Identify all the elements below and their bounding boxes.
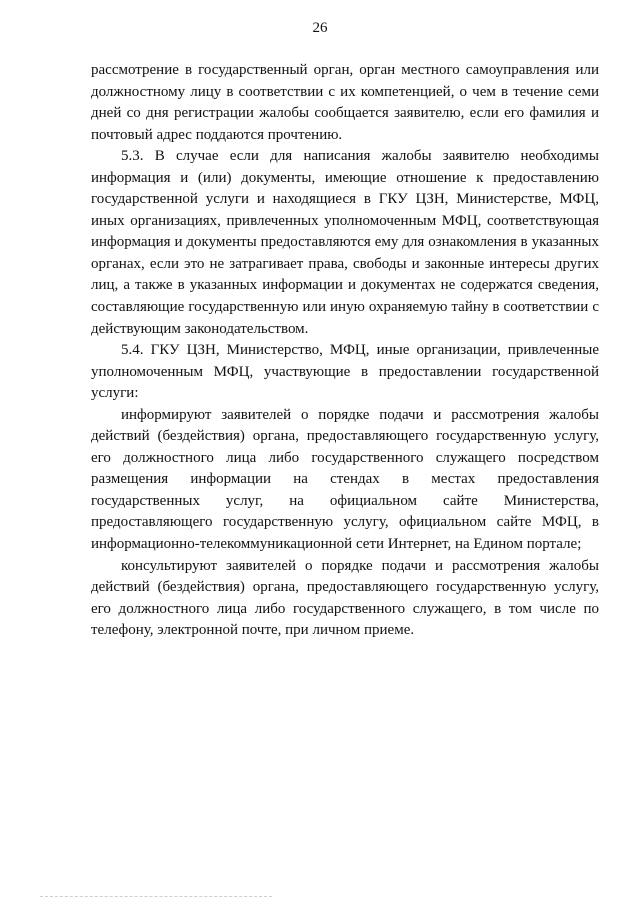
paragraph-continuation: рассмотрение в государственный орган, орган местного самоуправления или должностному лицу в соответствии с их компетенцией, о чем в течение семи дней со дня регистрации жалобы сообщается заявителю, если его фамилия и почтовый адрес поддаются прочтению. [91, 62, 599, 143]
paragraph-5-3: 5.3. В случае если для написания жалобы заявителю необходимы информация и (или) документы, имеющие отношение к предоставлению государственной услуги и находящиеся в ГКУ ЦЗН, Министерстве, МФЦ, иных организациях, привлеченных уполномоченным МФЦ, соответствующая информация и документы предоставляются ему для ознакомления в указанных органах, если это не затрагивает права, свободы и законные интересы других лиц, а также в указанных информации и документах не содержатся сведения, составляющие государственную или иную охраняемую тайну в соответствии с действующим законодательством. [91, 148, 599, 337]
footer-divider [40, 896, 272, 897]
paragraph-5-4: 5.4. ГКУ ЦЗН, Министерство, МФЦ, иные организации, привлеченные уполномоченным МФЦ, участвующие в предоставлении государственной услуги: [91, 342, 599, 402]
document-body [91, 60, 599, 642]
paragraph-inform: информируют заявителей о порядке подачи и рассмотрения жалобы действий (бездействия) органа, предоставляющего государственную услугу, его должностного лица либо государственного служащего посредством размещения информации на стендах в местах предоставления государственных услуг, на официальном сайте Министерства, предоставляющего государственную услугу, официальном сайте МФЦ, в информационно-телекоммуникационной сети Интернет, на Едином портале; [91, 406, 599, 553]
paragraph-consult: консультируют заявителей о порядке подачи и рассмотрения жалобы действий (бездействия) органа, предоставляющего государственную услугу, его должностного лица либо государственного служащего, в том числе по телефону, электронной почте, при личном приеме. [91, 557, 599, 639]
page-number: 26 [312, 20, 328, 36]
